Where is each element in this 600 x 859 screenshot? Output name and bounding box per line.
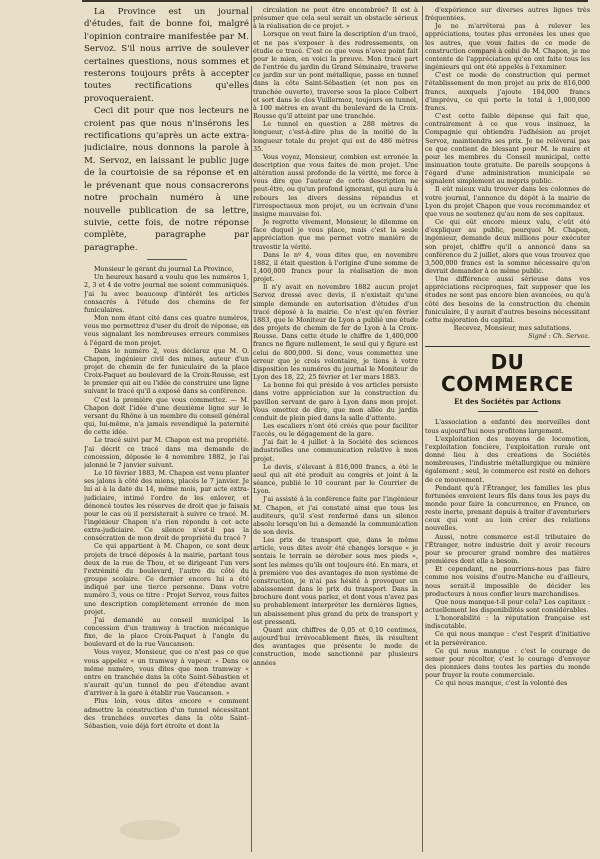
paragraph: Dans le nº 4, vous dites que, en novembre 1882, il était question à l'origine d'une somme de 1,400,000 francs pour la réalisation de mon projet. — [253, 250, 418, 284]
signature: Signé : Ch. Servoz. — [528, 332, 590, 341]
paragraph: Un heureux hasard a voulu que les numéros 1, 2, 3 et 4 de votre journal me soient communiqués. J'ai lu avec beaucoup d'intérêt les articles consacrés à l'étude des chemins de fer funiculaires. — [84, 273, 249, 314]
paragraph: Quant aux chiffres de 0,05 et 0,10 centimes, aujourd'hui irrévocablement fixés, ils résultent des avantages que présente le mode de construction, mode sanctionné par plusieurs années — [253, 625, 418, 667]
lead-paragraph: La Province est un journal d'études, fait de bonne foi, malgré l'opinion contraire manifestée par M. Servoz. S'il nous arrive de soulever certaines questions, nous sommes et resterons toujours prêts à accepter toutes rectifications qu'elles provoqueraient. — [84, 7, 249, 104]
paragraph: Une différence aussi sérieuse dans vos appréciations réciproques, fait supposer que les études ne sont pas encore bien avancées, ou qu'à côté des besoins de la construction du chemin funiculaire, il y aurait d'autres besoins nécessitant cette majoration du capital. — [425, 275, 590, 324]
paragraph: C'est ce mode de construction qui permet l'établissement de mon projet au prix de 816,000 francs, auxquels j'ajoute 184,000 francs d'imprévu, ce qui porte le total à 1,000,000 francs. — [425, 71, 590, 112]
paragraph: Le devis, s'élevant à 816,000 francs, a été le seul qui ait été produit au congrès et joint à la séance, publié le 10 courant par le Courrier de Lyon. — [253, 462, 418, 496]
paragraph: Vous voyez, Monsieur, combien est erronée la description que vous faites de mon projet. Une altération aussi profonde de la vérité, me force à vous dire que l'auteur de cette description ne peut-être, ou qu'un profond ignorant, qui aura lu à rebours les divers dessins répandus et l'irrespectueux mon projet, ou un écrivain d'une insigne mauvaise foi. — [253, 152, 418, 218]
salutation: Recevez, Monsieur, mes salutations. — [453, 324, 572, 333]
column-1 — [84, 6, 249, 854]
paragraph: L'exploitation des moyens de locomotion, l'exploitation foncière, l'exploitation rurale ont donné lieu à des créations de Sociétés nombreuses, l'industrie métallurgique ou minière également ; seul, le commerce est resté en dehors de ce mouvement. — [425, 434, 590, 484]
paragraph: Ce qui nous manque : c'est l'esprit d'initiative et la persévérance. — [425, 630, 590, 647]
paragraph: J'ai demandé au conseil municipal la concession d'un tramway à traction mécanique fixe, de la place Croix-Paquet à l'angle du boulevard et de la rue Vaucanson. — [84, 615, 249, 649]
paragraph: Dans le numéro 2, vous déclarez que M. O. Chapon, ingénieur civil des mines, auteur d'un projet de chemin de fer funiculaire de la place Croix-Paquet au boulevard de la Croix-Rousse, est le premier qui ait eu l'idée de construire une ligne suivant le tracé qu'il a exposé dans sa conférence. — [84, 346, 249, 396]
paragraph: Il eût mieux valu trouver dans les colonnes de votre journal, l'annonce du dépôt à la mairie de Lyon du projet Chapon que vous recommandez et que vous ne soutenez qu'au nom de ses capitaux. — [425, 185, 590, 218]
separator — [147, 259, 187, 260]
paragraph: J'ai fait le 4 juillet à la Société des sciences industrielles une communication relative à mon projet. — [253, 438, 418, 463]
column-divider — [251, 6, 252, 852]
paragraph: Il n'y avait en novembre 1882 aucun projet Servoz dressé avec devis, il n'existait qu'une simple demande en autorisation d'études d'un tracé déposé à la mairie. Ce n'est qu'en février 1883, que le Moniteur de Lyon a publié une étude des projets de chemin de fer de Lyon à la Croix-Rousse. Dans cette étude le chiffre de 1,400,000 francs ne figure nullement, le seul qui y figure est celui de 800,000. Si donc, vous commettez une erreur que je crois volontaire, je tiens à votre disposition les numéros du journal le Moniteur de Lyon des 18, 22, 25 février et 1er mars 1883. — [253, 283, 418, 382]
paragraph: J'ai assisté à la conférence faite par l'ingénieur M. Chapon, et j'ai constaté ainsi que tous les auditeurs, qu'il s'est renfermé dans un silence absolu lorsqu'on lui a demandé la communication de son devis. — [253, 495, 418, 536]
paragraph: Les prix de transport que, dans le même article, vous dites avoir été changés lorsque « je sentais le terrain se dérober sous mes pieds », sont les mêmes qu'ils ont toujours été. En mars, et à première vue des avantages de mon système de construction, je n'ai pas hésité à provoquer un abaissement dans le prix du transport. Dans la brochure dont vous parlez, et dont vous n'avez pas su probablement interpréter les dernières lignes, un abaissement plus grand du prix de transport y est pressenti. — [253, 536, 418, 626]
paragraph: Lorsque on veut faire la description d'un tracé, et ne pas s'exposer à des redressements, on étudie ce tracé. C'est ce que vous n'avez point fait pour le mien, en voici la preuve. Mon tracé part de l'entrée du jardin du Grand Séminaire, traverse ce jardin sur un pont métallique, passe en tunnel dans la côte Saint-Sébastien (et non pas en tranchée ouverte), traverse sous la place Colbert et sort dans le clos Vuillermoz, toujours en tunnel, à 100 mètres en avant du boulevard de la Croix-Rousse qu'il atteint par une tranchée. — [253, 30, 418, 121]
paragraph: Le tracé suivi par M. Chapon est ma propriété. J'ai décrit ce tracé dans ma demande de concession, déposée le 4 novembre 1882, je l'ai jalonné le 7 janvier suivant. — [84, 436, 249, 469]
paragraph: La bonne foi qui préside à vos articles persiste dans votre appréciation sur la construction du pavillon servant de gare à Lyon dans mon projet. Vous omettez de dire, que mon allée du jardin conduit de plein pied dans la salle d'attente. — [253, 381, 418, 422]
top-rule — [82, 0, 588, 2]
paragraph: Mon nom étant cité dans ces quatre numéros, vous me permettrez d'user du droit de réponse, en vous signalant les nombreuses erreurs commises à l'égard de mon projet. — [84, 314, 249, 347]
paragraph: d'expérience sur diverses autres lignes très fréquentées. — [425, 6, 590, 23]
paragraph: Que nous manque-t-il pour cela? Les capitaux : actuellement les disponibilités sont considérables. — [425, 597, 590, 614]
column-2 — [253, 6, 418, 854]
section-header — [425, 346, 590, 412]
paragraph: Ce qui eût encore mieux valu, c'eût été d'expliquer au public, pourquoi M. Chapon, ingénieur, demande deux millions pour exécuter son projet, chiffre qu'il a annoncé dans sa conférence du 2 juillet, alors que vous trouvez que 3,500,000 francs est la somme nécessaire qu'on devrait demander à ce même public. — [425, 218, 590, 275]
paragraph: C'est cette faible dépense qui fait que, contrairement à ce que vous insinuez, la Compagnie qui obtiendra l'adhésion au projet Servoz, maintiendra ses prix. Je ne relèverai pas ce que contient de blessant pour M. le maire et pour les membres du Conseil municipal, cette insinuation toute gratuite. De pareils soupçons à l'égard d'une administration municipale se signalent simplement au mépris public. — [425, 112, 590, 186]
column-divider — [422, 6, 423, 852]
paragraph: Les escaliers n'ont été créés que pour faciliter l'accès, ou le dégagement de la gare. — [253, 421, 418, 439]
paragraph: L'association a enfanté des merveilles dont tous aujourd'hui nous profitons largement. — [425, 418, 590, 435]
paragraph: Ce qui nous manque : c'est le courage de semer pour récolter, c'est le courage d'envoyer des pionniers dans toutes les parties du monde pour frayer la route commerciale. — [425, 646, 590, 680]
paragraph: Le 10 février 1883, M. Chapon est venu planter ses jalons à côté des miens, placés le 7 janvier. Je lui ai à la date du 14, même mois, par acte extra-judiciaire, intimé l'ordre de les enlever, et dénoncé toutes les réserves de droit que je faisais pour le cas où il persisterait à suivre ce tracé. M. l'ingénieur Chapon n'a rien répondu à cet acte extra-judiciaire. Ce silence n'est-il pas la consécration de mon droit de propriété du tracé ? — [84, 469, 249, 543]
lead-paragraph: Ceci dit pour que nos lecteurs ne croient pas que nous n'insérons les rectifications qu'après un acte extra-judiciaire, nous donnons la parole à M. Servoz, en laissant le public juge de la courtoisie de sa réponse et en le prévenant que nous consacrerons notre prochain numéro à une nouvelle publication de sa lettre, suivie, cette fois, de notre réponse complète, paragraphe par paragraphe. — [84, 106, 249, 253]
section-subtitle: Et des Sociétés par Actions — [454, 397, 561, 407]
paragraph: Ce qui appartient à M. Chapon, ce sont deux projets de tracé déposés à la mairie, partant tous deux de la rue de Thou, et se dirigeant l'un vers l'extrémité du boulevard, l'autre du côté du groupe scolaire. Ce dernier encore lui a été indiqué par une tierce personne. Dans votre numéro 3, vous ce titre : Projet Servoz, vous faites une description complètement erronée de mon projet. — [84, 542, 249, 616]
paragraph: Et cependant, ne pourrions-nous pas faire comme nos voisins d'outre-Manche ou d'ailleurs, nous serait-il impossible de décider les producteurs à nous confier leurs marchandises. — [425, 565, 590, 598]
section-title: DU COMMERCE — [441, 350, 574, 397]
paragraph: Ce qui nous manque, c'est la volonté des — [435, 679, 568, 688]
paragraph: L'honorabilité : la réputation française est indiscutable. — [425, 614, 590, 631]
paragraph: Aussi, notre commerce est-il tributaire de l'Étranger, notre industrie doit y avoir recours pour se procurer grand nombre des matières premières dont elle a besoin. — [425, 532, 590, 566]
paragraph: Plus loin, vous dites encore « comment admettre la construction d'un tunnel nécessitant des tranchées ouvertes dans la côte Saint-Sébastien, voie déjà fort étroite et dont la — [84, 697, 249, 730]
paragraph: circulation ne peut être encombrée? Il est à présumer que cela seul serait un obstacle sérieux à la réalisation de ce projet. » — [253, 6, 418, 31]
paragraph: Pendant qu'à l'Étranger, les familles les plus fortunées envoient leurs fils dans tous les pays du monde pour faire la concurrence, en France, on reste inerte, prenant depuis à traiter d'aventuriers ceux qui vont au loin créer des relations nouvelles. — [425, 483, 590, 533]
paragraph: Le tunnel en question a 288 mètres de longueur, c'est-à-dire plus de la moitié de la longueur totale du projet qui est de 486 mètres 35. — [253, 120, 418, 153]
paragraph: Je ne m'arrêterai pas à relever les appréciations, toutes plus erronées les unes que les autres, que vous faites de ce mode de construction comparé à celui de M. Chapon, je me contente de l'appréciation qu'en ont faite tous les ingénieurs qui ont été appelés à l'examiner. — [425, 22, 590, 72]
paragraph: C'est la première que vous commettez. — M. Chapon doit l'idée d'une deuxième ligne sur le versant du Rhône à un membre du conseil général qui, lui-même, n'a jamais revendiqué la paternité de cette idée. — [84, 395, 249, 437]
column-3 — [425, 6, 590, 854]
section-rule — [478, 411, 538, 412]
paragraph: Vous voyez, Monsieur, que ce n'est pas ce que vous appelez « un tramway à vapeur. » Dans ce même numéro, vous dites que mon tramway « entre en tranchée dans la côte Saint-Sébastien et n'aurait qu'un tunnel de peu d'étendue avant d'arriver à la gare à établir rue Vaucanson. » — [84, 648, 249, 698]
paragraph: Je regrette vivement, Monsieur, le dilemme en face duquel je vous place, mais c'est la seule appréciation que me permet votre manière de travestir la vérité. — [253, 218, 418, 251]
letter-address: Monsieur le gérant du journal La Province, — [94, 265, 234, 274]
